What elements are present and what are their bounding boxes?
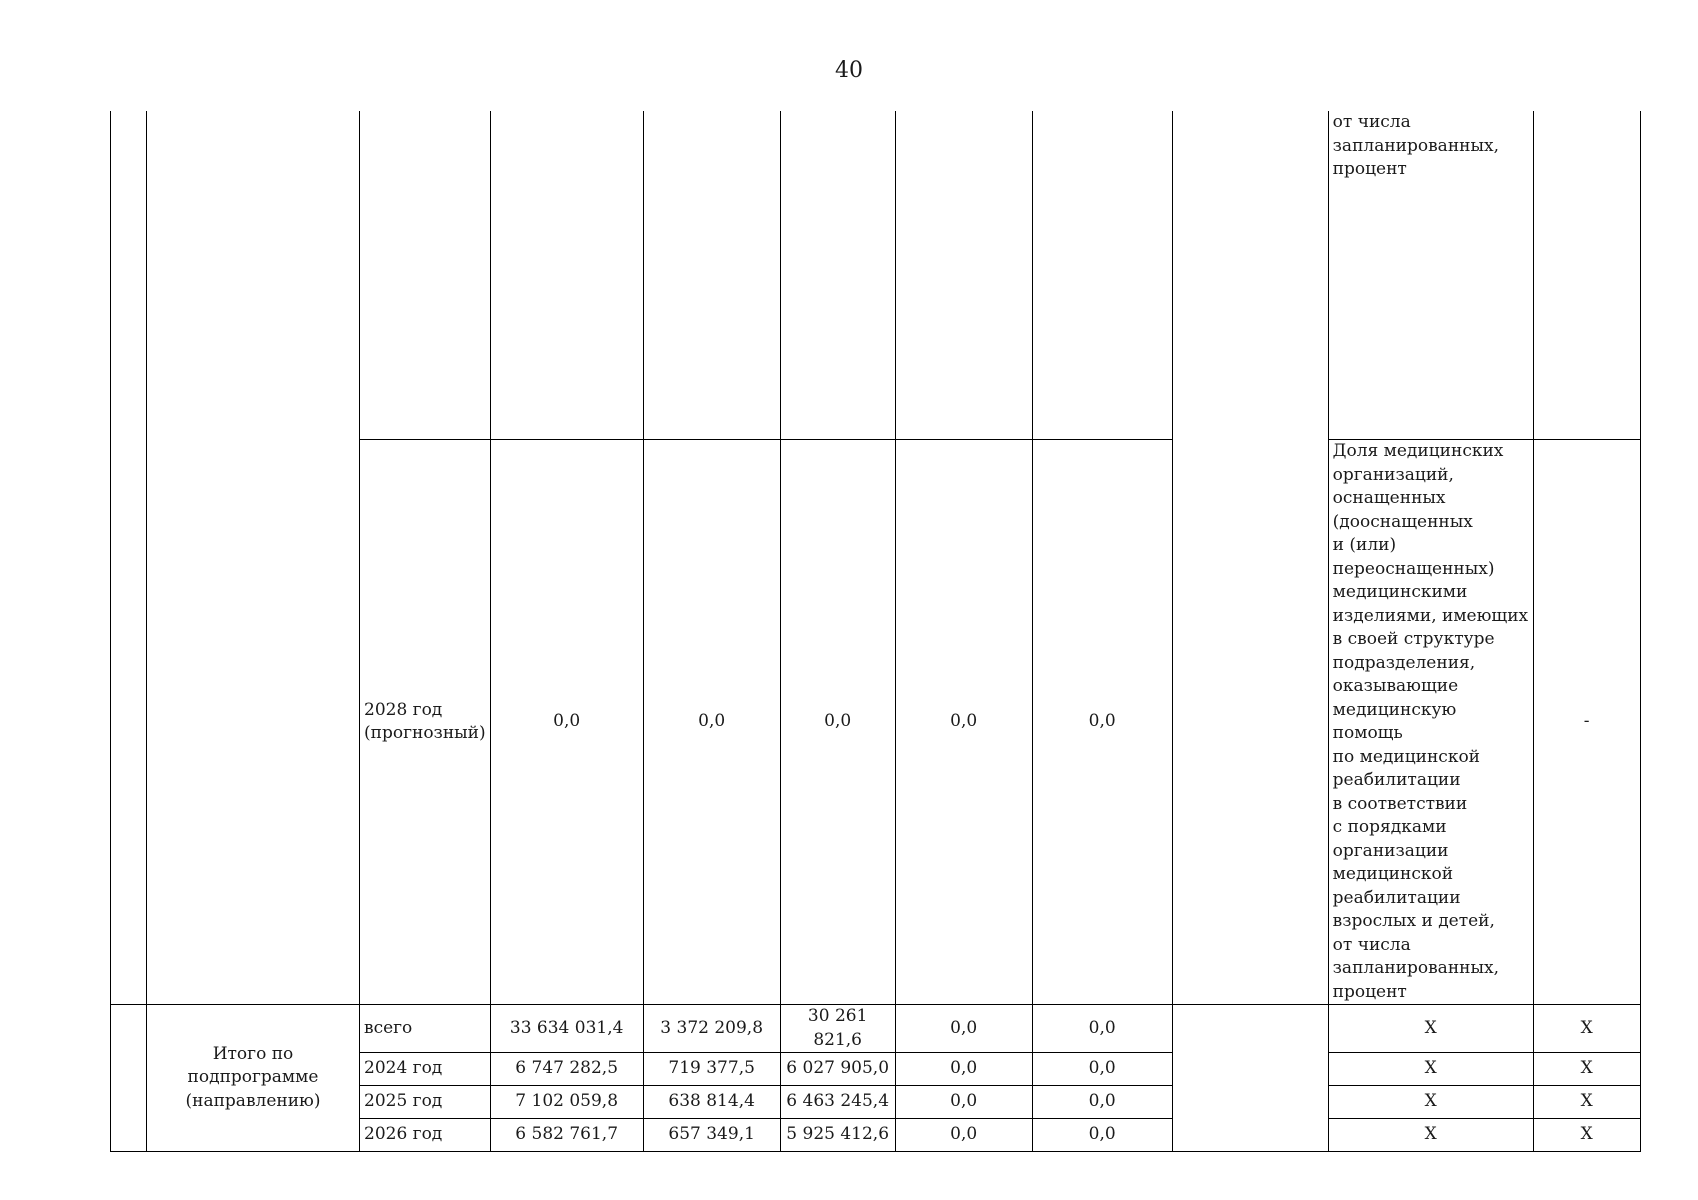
indicator-value-cell: - xyxy=(1533,440,1640,1005)
subtotal-label: Итого по подпрограмме (направлению) xyxy=(147,1005,360,1152)
value-cell: 719 377,5 xyxy=(643,1053,780,1086)
period-cell: 2025 год xyxy=(360,1086,491,1119)
value-cell: 6 582 761,7 xyxy=(490,1119,643,1152)
executor-cell xyxy=(1172,1005,1328,1152)
value-cell: 33 634 031,4 xyxy=(490,1005,643,1053)
page-number: 40 xyxy=(835,58,863,83)
value-cell: 0,0 xyxy=(1032,1086,1172,1119)
value-cell: 5 925 412,6 xyxy=(780,1119,895,1152)
value-cell: 0,0 xyxy=(1032,1119,1172,1152)
value-cell xyxy=(490,111,643,440)
value-cell: 0,0 xyxy=(895,1053,1032,1086)
value-cell xyxy=(895,111,1032,440)
period-cell xyxy=(360,111,491,440)
value-cell: 6 027 905,0 xyxy=(780,1053,895,1086)
value-cell: 0,0 xyxy=(895,1086,1032,1119)
period-cell: 2026 год xyxy=(360,1119,491,1152)
index-cell xyxy=(111,1005,147,1152)
value-cell: 0,0 xyxy=(490,440,643,1005)
indicator-cell: Доля медицинских организаций, оснащенных (дооснащенных и (или) переоснащенных) медицинскими изделиями, имеющих в своей структуре подразделения, оказывающие медицинскую помощь по медицинской реабилитации в соответствии с порядками организации медицинской реабилитации взрослых и детей, от числа запланированных, процент xyxy=(1328,440,1533,1005)
event-name-cell xyxy=(147,111,360,1005)
value-cell: 0,0 xyxy=(643,440,780,1005)
indicator-value-cell: X xyxy=(1533,1005,1640,1053)
value-cell: 7 102 059,8 xyxy=(490,1086,643,1119)
value-cell: 657 349,1 xyxy=(643,1119,780,1152)
value-cell: 0,0 xyxy=(1032,440,1172,1005)
indicator-value-cell xyxy=(1533,111,1640,440)
indicator-value-cell: X xyxy=(1533,1053,1640,1086)
value-cell: 0,0 xyxy=(780,440,895,1005)
program-finance-table xyxy=(110,111,1641,1152)
value-cell: 30 261 821,6 xyxy=(780,1005,895,1053)
indicator-cell: X xyxy=(1328,1053,1533,1086)
value-cell: 0,0 xyxy=(895,1005,1032,1053)
value-cell: 0,0 xyxy=(895,440,1032,1005)
value-cell: 6 463 245,4 xyxy=(780,1086,895,1119)
value-cell: 3 372 209,8 xyxy=(643,1005,780,1053)
indicator-cell: от числа запланированных, процент xyxy=(1328,111,1533,440)
executor-cell xyxy=(1172,111,1328,1005)
value-cell xyxy=(643,111,780,440)
indicator-value-cell: X xyxy=(1533,1119,1640,1152)
table-row xyxy=(111,111,1641,440)
value-cell: 0,0 xyxy=(1032,1053,1172,1086)
indicator-value-cell: X xyxy=(1533,1086,1640,1119)
value-cell: 0,0 xyxy=(895,1119,1032,1152)
indicator-cell: X xyxy=(1328,1119,1533,1152)
period-cell: 2028 год (прогнозный) xyxy=(360,440,491,1005)
value-cell xyxy=(1032,111,1172,440)
value-cell: 0,0 xyxy=(1032,1005,1172,1053)
period-cell: 2024 год xyxy=(360,1053,491,1086)
index-cell xyxy=(111,111,147,1005)
value-cell xyxy=(780,111,895,440)
value-cell: 638 814,4 xyxy=(643,1086,780,1119)
indicator-cell: X xyxy=(1328,1005,1533,1053)
period-cell: всего xyxy=(360,1005,491,1053)
indicator-cell: X xyxy=(1328,1086,1533,1119)
table-row xyxy=(111,1005,1641,1053)
value-cell: 6 747 282,5 xyxy=(490,1053,643,1086)
